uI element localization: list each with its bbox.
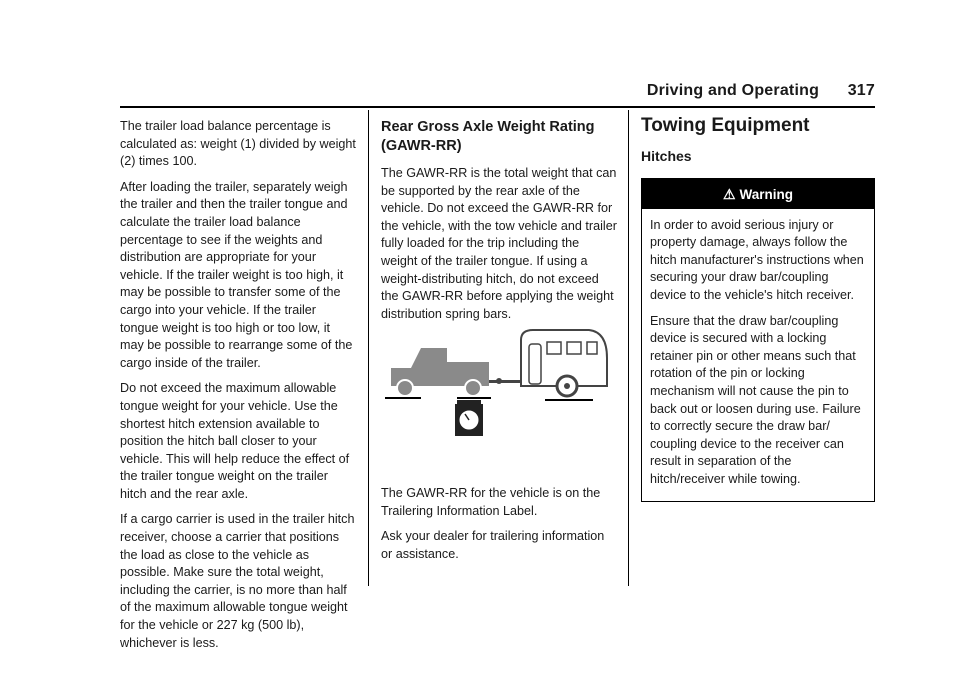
gawr-heading: Rear Gross Axle Weight Rating (GAWR-RR) [381, 119, 595, 154]
section-heading: Towing Equipment [641, 115, 810, 136]
trailer-door [529, 344, 541, 384]
trailer-window [567, 342, 581, 354]
running-head [647, 82, 875, 100]
hitch-ball [496, 378, 502, 384]
paragraph: If a cargo carrier is used in the trailer hitch receiver, choose a carrier that positions the load as close to the vehicle as possible. Make sure the total weight, including the carrier, is no more than half of the maximum allowable tongue weight for the vehicle or 227 kg (500 lb), whichever is less. [120, 512, 355, 650]
column-1 [120, 118, 356, 660]
column-divider-2 [628, 110, 629, 586]
trailer-window [547, 342, 561, 354]
truck-front-wheel [397, 380, 413, 396]
gawr-caption-block [381, 485, 617, 571]
column-3 [641, 114, 875, 502]
warning-body [642, 209, 874, 501]
warning-icon: ⚠ [722, 185, 736, 202]
paragraph: Ensure that the draw bar/coupling device is secured with a locking retainer pin or other means such that rotation of the pin or locking mechanism will not cause the pin to back out or loosen during use. Failure to correctly secure the draw bar/ coupling device to the receiver can result in separation of the hitch/receiver while towing. [650, 313, 861, 486]
header-rule [120, 106, 875, 108]
section-title: Driving and Operating [646, 82, 820, 99]
hitch-bar [489, 380, 521, 383]
scale-top [457, 400, 481, 404]
paragraph: After loading the trailer, separately weigh the trailer and then the trailer tongue and calculate the trailer load balance percentage to see if the weights and distribution are appropriate for your vehicle. If the trailer weight is too high, it may be possible to transfer some of the cargo into your vehicle. If the trailer tongue weight is too high or too low, it may be possible to rearrange some of the cargo inside of the trailer. [120, 179, 353, 370]
column-2 [381, 118, 617, 331]
trailer-window [587, 342, 597, 354]
hitches-heading: Hitches [641, 148, 692, 164]
truck-rear-wheel [465, 380, 481, 396]
warning-box [641, 178, 875, 502]
paragraph: Do not exceed the maximum allowable tongue weight for your vehicle. Use the shortest hitch extension available to position the hitch ball closer to your vehicle. This will help reduce the effect of the trailer tongue weight on the trailer hitch and the rear axle. [120, 381, 350, 501]
paragraph: In order to avoid serious injury or property damage, always follow the hitch manufacturer's instructions when securing your draw bar/coupling device to the vehicle's hitch receiver. [650, 217, 864, 302]
warning-title: Warning [739, 186, 794, 202]
paragraph: The GAWR-RR is the total weight that can be supported by the rear axle of the vehicle. Do not exceed the GAWR-RR for the vehicle, with the tow vehicle and trailer fully loaded for the trip including the weight of the trailer tongue. If using a weight-distributing hitch, do not exceed the GAWR-RR before applying the weight distribution spring bars. [381, 166, 617, 321]
truck-trailer-scale-icon [381, 322, 617, 442]
warning-title-bar [642, 179, 874, 209]
towing-illustration [381, 322, 617, 442]
paragraph: Ask your dealer for trailering information or assistance. [381, 529, 605, 561]
paragraph: The GAWR-RR for the vehicle is on the Trailering Information Label. [381, 486, 601, 518]
paragraph: The trailer load balance percentage is calculated as: weight (1) divided by weight (2) times 100. [120, 119, 356, 169]
column-divider-1 [368, 110, 369, 586]
trailer-hub [564, 383, 570, 389]
page-number: 317 [847, 82, 875, 99]
